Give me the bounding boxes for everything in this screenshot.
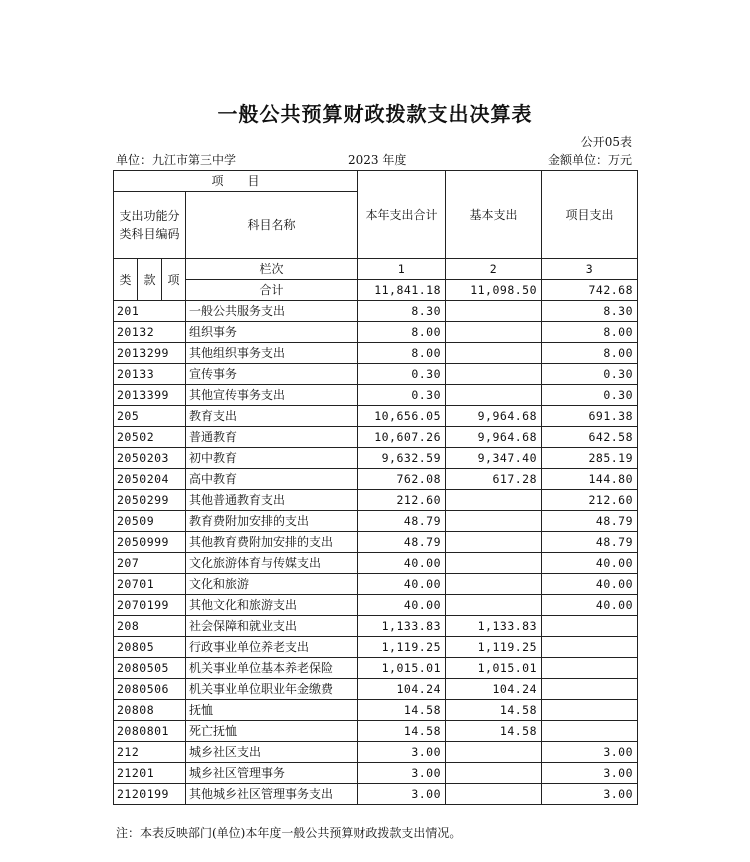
header-kuan: 款 <box>138 259 162 301</box>
row-code: 20502 <box>114 427 186 448</box>
row-basic <box>446 385 542 406</box>
header-xiang: 项 <box>162 259 186 301</box>
header-code-group: 支出功能分类科目编码 <box>114 192 186 259</box>
header-total-label: 合计 <box>186 280 358 301</box>
header-lanci-2: 2 <box>446 259 542 280</box>
row-code: 20133 <box>114 364 186 385</box>
table-row <box>114 616 638 637</box>
row-basic: 14.58 <box>446 721 542 742</box>
table-row <box>114 763 638 784</box>
row-total: 0.30 <box>358 385 446 406</box>
row-total: 9,632.59 <box>358 448 446 469</box>
table-row <box>114 784 638 805</box>
row-total: 1,015.01 <box>358 658 446 679</box>
page-title: 一般公共预算财政拨款支出决算表 <box>217 102 533 126</box>
row-total: 762.08 <box>358 469 446 490</box>
row-code: 21201 <box>114 763 186 784</box>
row-total: 8.30 <box>358 301 446 322</box>
row-basic: 1,119.25 <box>446 637 542 658</box>
row-subject-name: 一般公共服务支出 <box>186 301 358 322</box>
table-row <box>114 553 638 574</box>
row-total: 14.58 <box>358 721 446 742</box>
row-total: 1,119.25 <box>358 637 446 658</box>
row-project <box>542 616 638 637</box>
row-project: 8.30 <box>542 301 638 322</box>
row-code: 2013399 <box>114 385 186 406</box>
row-project: 40.00 <box>542 595 638 616</box>
row-total: 1,133.83 <box>358 616 446 637</box>
header-col-total: 本年支出合计 <box>358 171 446 259</box>
header-lei: 类 <box>114 259 138 301</box>
row-subject-name: 文化和旅游 <box>186 574 358 595</box>
row-project: 40.00 <box>542 574 638 595</box>
table-row <box>114 658 638 679</box>
row-code: 2050204 <box>114 469 186 490</box>
row-code: 2120199 <box>114 784 186 805</box>
row-subject-name: 机关事业单位基本养老保险 <box>186 658 358 679</box>
table-row <box>114 448 638 469</box>
row-project: 3.00 <box>542 784 638 805</box>
row-project: 144.80 <box>542 469 638 490</box>
header-lanci: 栏次 <box>186 259 358 280</box>
row-subject-name: 其他城乡社区管理事务支出 <box>186 784 358 805</box>
row-subject-name: 社会保障和就业支出 <box>186 616 358 637</box>
row-total: 104.24 <box>358 679 446 700</box>
row-basic <box>446 511 542 532</box>
header-col-project: 项目支出 <box>542 171 638 259</box>
row-project: 48.79 <box>542 532 638 553</box>
table-row <box>114 742 638 763</box>
table-row <box>114 385 638 406</box>
row-total: 40.00 <box>358 574 446 595</box>
unit-label: 单位：九江市第三中学 <box>116 153 237 167</box>
row-basic: 9,964.68 <box>446 406 542 427</box>
row-total: 10,607.26 <box>358 427 446 448</box>
row-project <box>542 637 638 658</box>
expenditure-table <box>113 170 638 805</box>
row-project: 8.00 <box>542 343 638 364</box>
row-code: 212 <box>114 742 186 763</box>
row-basic <box>446 301 542 322</box>
row-basic <box>446 322 542 343</box>
currency-label: 金额单位：万元 <box>547 153 632 167</box>
year-label: 2023 年度 <box>348 153 407 167</box>
row-subject-name: 高中教育 <box>186 469 358 490</box>
row-subject-name: 死亡抚恤 <box>186 721 358 742</box>
row-subject-name: 文化旅游体育与传媒支出 <box>186 553 358 574</box>
header-col-basic: 基本支出 <box>446 171 542 259</box>
row-project: 285.19 <box>542 448 638 469</box>
row-total: 40.00 <box>358 553 446 574</box>
row-subject-name: 其他宣传事务支出 <box>186 385 358 406</box>
table-row <box>114 700 638 721</box>
table-row <box>114 343 638 364</box>
row-project: 0.30 <box>542 385 638 406</box>
row-code: 2050999 <box>114 532 186 553</box>
row-total: 3.00 <box>358 763 446 784</box>
row-code: 20701 <box>114 574 186 595</box>
row-basic <box>446 574 542 595</box>
row-code: 207 <box>114 553 186 574</box>
row-basic <box>446 532 542 553</box>
row-code: 20805 <box>114 637 186 658</box>
row-total: 10,656.05 <box>358 406 446 427</box>
row-subject-name: 其他教育费附加安排的支出 <box>186 532 358 553</box>
row-basic <box>446 763 542 784</box>
table-row <box>114 322 638 343</box>
row-project <box>542 679 638 700</box>
row-subject-name: 宣传事务 <box>186 364 358 385</box>
row-code: 205 <box>114 406 186 427</box>
row-project: 3.00 <box>542 763 638 784</box>
row-basic <box>446 784 542 805</box>
table-row <box>114 637 638 658</box>
form-number: 公开05表 <box>580 135 632 149</box>
row-total: 40.00 <box>358 595 446 616</box>
table-row <box>114 595 638 616</box>
row-basic: 1,015.01 <box>446 658 542 679</box>
row-code: 2050203 <box>114 448 186 469</box>
table-row <box>114 679 638 700</box>
row-total: 3.00 <box>358 742 446 763</box>
row-basic <box>446 343 542 364</box>
row-basic: 104.24 <box>446 679 542 700</box>
table-row <box>114 532 638 553</box>
table-row <box>114 511 638 532</box>
row-subject-name: 城乡社区管理事务 <box>186 763 358 784</box>
header-project: 项 目 <box>114 171 358 192</box>
row-basic <box>446 490 542 511</box>
row-code: 2070199 <box>114 595 186 616</box>
row-subject-name: 城乡社区支出 <box>186 742 358 763</box>
row-subject-name: 组织事务 <box>186 322 358 343</box>
row-basic: 9,964.68 <box>446 427 542 448</box>
row-code: 20509 <box>114 511 186 532</box>
row-project <box>542 700 638 721</box>
row-code: 2080505 <box>114 658 186 679</box>
row-project: 3.00 <box>542 742 638 763</box>
total-value-1: 11,841.18 <box>358 280 446 301</box>
row-basic: 617.28 <box>446 469 542 490</box>
row-basic <box>446 364 542 385</box>
row-subject-name: 教育支出 <box>186 406 358 427</box>
row-code: 20132 <box>114 322 186 343</box>
row-project: 642.58 <box>542 427 638 448</box>
header-lanci-1: 1 <box>358 259 446 280</box>
row-project: 8.00 <box>542 322 638 343</box>
row-subject-name: 其他普通教育支出 <box>186 490 358 511</box>
row-total: 14.58 <box>358 700 446 721</box>
row-basic <box>446 553 542 574</box>
row-project <box>542 658 638 679</box>
table-row <box>114 721 638 742</box>
table-row <box>114 490 638 511</box>
row-subject-name: 机关事业单位职业年金缴费 <box>186 679 358 700</box>
row-subject-name: 普通教育 <box>186 427 358 448</box>
header-lanci-3: 3 <box>542 259 638 280</box>
row-total: 48.79 <box>358 511 446 532</box>
table-row <box>114 469 638 490</box>
row-subject-name: 初中教育 <box>186 448 358 469</box>
row-subject-name: 抚恤 <box>186 700 358 721</box>
row-project: 40.00 <box>542 553 638 574</box>
row-total: 3.00 <box>358 784 446 805</box>
table-row <box>114 574 638 595</box>
row-code: 2080801 <box>114 721 186 742</box>
row-total: 8.00 <box>358 343 446 364</box>
row-subject-name: 教育费附加安排的支出 <box>186 511 358 532</box>
footnote: 注：本表反映部门(单位)本年度一般公共预算财政拨款支出情况。 <box>116 826 462 840</box>
total-value-3: 742.68 <box>542 280 638 301</box>
row-project: 0.30 <box>542 364 638 385</box>
table-row <box>114 364 638 385</box>
table-row <box>114 301 638 322</box>
row-basic: 9,347.40 <box>446 448 542 469</box>
row-project <box>542 721 638 742</box>
row-total: 48.79 <box>358 532 446 553</box>
row-total: 8.00 <box>358 322 446 343</box>
table-row <box>114 406 638 427</box>
row-project: 691.38 <box>542 406 638 427</box>
row-code: 20808 <box>114 700 186 721</box>
row-code: 2050299 <box>114 490 186 511</box>
row-project: 212.60 <box>542 490 638 511</box>
row-code: 208 <box>114 616 186 637</box>
row-subject-name: 行政事业单位养老支出 <box>186 637 358 658</box>
header-subject-name: 科目名称 <box>186 192 358 259</box>
table-row <box>114 427 638 448</box>
row-code: 2013299 <box>114 343 186 364</box>
row-code: 2080506 <box>114 679 186 700</box>
row-basic <box>446 742 542 763</box>
row-basic: 14.58 <box>446 700 542 721</box>
row-basic <box>446 595 542 616</box>
row-basic: 1,133.83 <box>446 616 542 637</box>
row-subject-name: 其他文化和旅游支出 <box>186 595 358 616</box>
row-total: 212.60 <box>358 490 446 511</box>
row-code: 201 <box>114 301 186 322</box>
row-subject-name: 其他组织事务支出 <box>186 343 358 364</box>
row-total: 0.30 <box>358 364 446 385</box>
row-project: 48.79 <box>542 511 638 532</box>
total-value-2: 11,098.50 <box>446 280 542 301</box>
